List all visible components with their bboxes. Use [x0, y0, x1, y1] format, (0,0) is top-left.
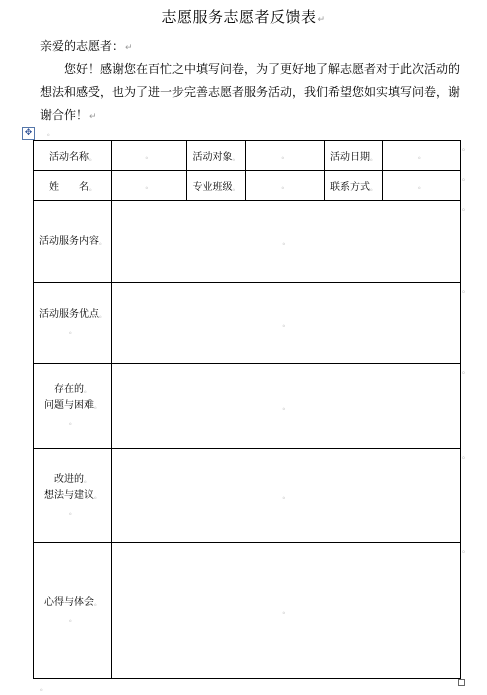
table-resize-handle-icon[interactable] — [458, 679, 465, 686]
activity-date-label: 活动日期。 — [325, 141, 383, 171]
experience-field[interactable]: 。 — [112, 543, 461, 679]
service-strengths-label: 活动服务优点。 。 — [34, 283, 112, 364]
suggestions-label: 改进的。 想法与建议。 。 — [34, 449, 112, 543]
intro-paragraph — [40, 58, 465, 129]
greeting-text: 亲爱的志愿者： — [40, 39, 125, 53]
title-text: 志愿服务志愿者反馈表 — [161, 8, 317, 26]
row-end-mark-icon: 。 — [462, 173, 470, 182]
activity-target-label: 活动对象。 — [187, 141, 246, 171]
form-title — [0, 6, 487, 27]
experience-label: 心得与体会。 。 — [34, 543, 112, 679]
row-end-mark-icon: 。 — [462, 203, 470, 212]
intro-text: 您好！感谢您在百忙之中填写问卷，为了更好地了解志愿者对于此次活动的想法和感受，也为了进一步完善志愿者服务活动，我们希望您如实填写问卷，谢谢合作！ — [40, 62, 461, 122]
suggestions-field[interactable]: 。 — [112, 449, 461, 543]
paragraph-mark-icon: ↵ — [317, 15, 326, 25]
table-row — [34, 171, 461, 201]
service-content-label: 活动服务内容。 — [34, 201, 112, 283]
contact-label: 联系方式。 — [325, 171, 383, 201]
table-row — [34, 141, 461, 171]
table-move-handle-icon[interactable]: ✥ — [22, 127, 35, 140]
table-row — [34, 543, 461, 679]
row-end-mark-icon: 。 — [462, 285, 470, 294]
name-label: 姓 名。 — [34, 171, 112, 201]
contact-field[interactable]: 。 — [383, 171, 461, 201]
row-end-mark-icon: 。 — [462, 451, 470, 460]
table-row — [34, 364, 461, 449]
activity-name-field[interactable]: 。 — [112, 141, 187, 171]
row-end-mark-icon: 。 — [462, 545, 470, 554]
greeting — [40, 37, 133, 54]
paragraph-mark-icon: ↵ — [125, 43, 133, 53]
feedback-table — [33, 140, 461, 679]
row-end-mark-icon: 。 — [462, 143, 470, 152]
cell-mark-icon: 。 — [40, 684, 47, 692]
activity-date-field[interactable]: 。 — [383, 141, 461, 171]
service-strengths-field[interactable]: 。 — [112, 283, 461, 364]
service-content-field[interactable]: 。 — [112, 201, 461, 283]
table-row — [34, 201, 461, 283]
problems-label: 存在的。 问题与困难。 。 — [34, 364, 112, 449]
problems-field[interactable]: 。 — [112, 364, 461, 449]
cell-mark-icon: 。 — [47, 129, 54, 137]
activity-name-label: 活动名称。 — [34, 141, 112, 171]
table-row — [34, 283, 461, 364]
activity-target-field[interactable]: 。 — [246, 141, 325, 171]
row-end-mark-icon: 。 — [462, 366, 470, 375]
major-class-field[interactable]: 。 — [246, 171, 325, 201]
table-row — [34, 449, 461, 543]
name-field[interactable]: 。 — [112, 171, 187, 201]
major-class-label: 专业班级。 — [187, 171, 246, 201]
paragraph-mark-icon: ↵ — [89, 112, 97, 122]
